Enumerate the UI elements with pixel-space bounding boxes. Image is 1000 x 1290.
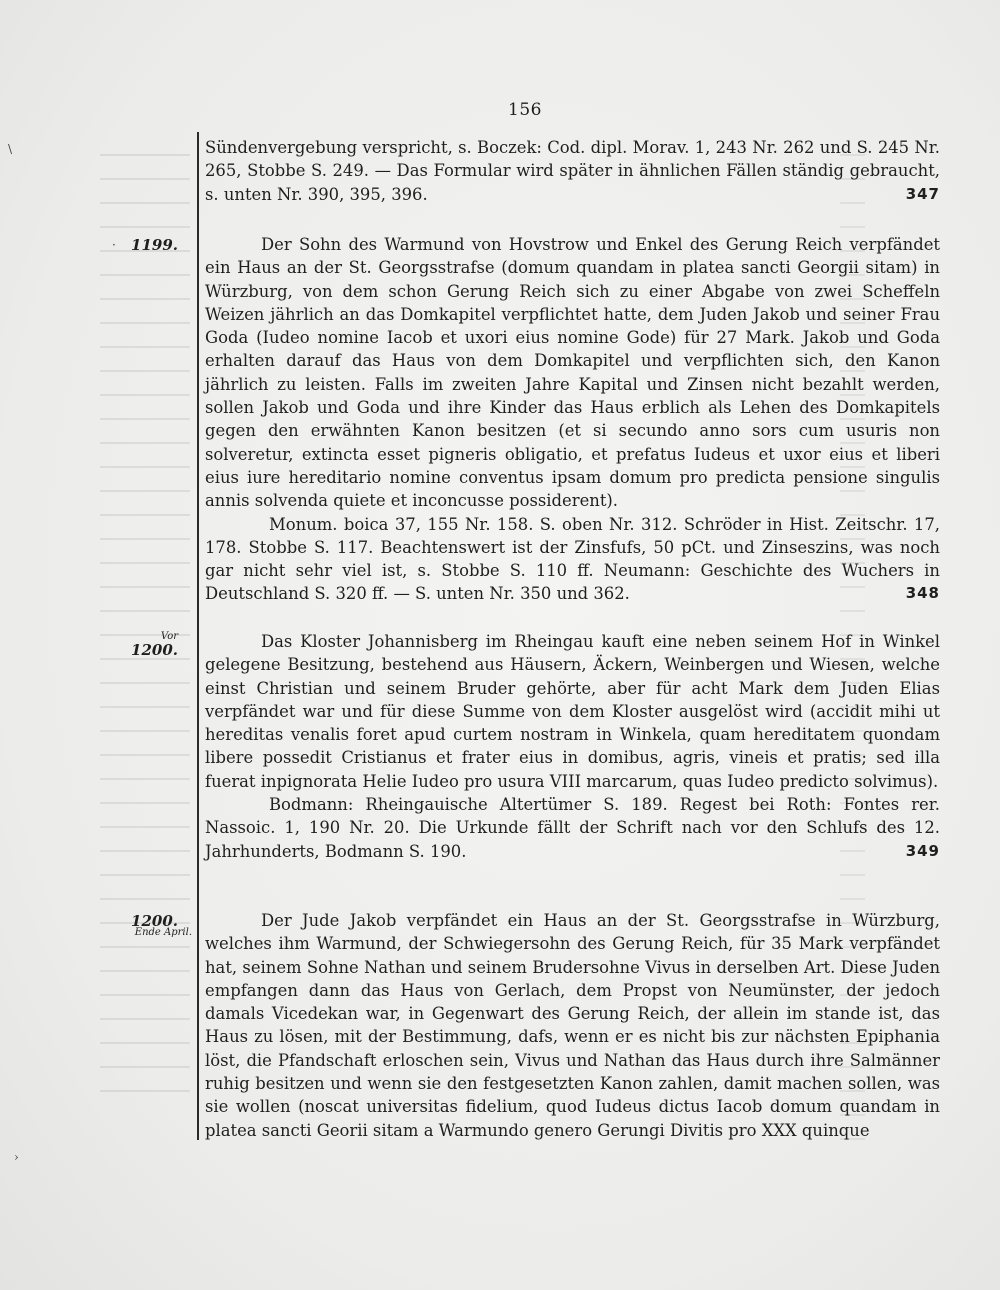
bleed-through-left (100, 140, 190, 1100)
margin-speck: \ (8, 142, 13, 156)
entry-347 (205, 136, 940, 206)
entry-347-text: Sündenvergebung verspricht, s. Boczek: Cod. dipl. Morav. 1, 243 Nr. 262 und S. 245 Nr. 265, Stobbe S. 249. — Das Formular wird später in ähnlichen Fällen ständig gebraucht, s. unten Nr. 390, 395, 396. (205, 138, 940, 204)
date-vor: Vor (160, 631, 178, 642)
date-1200: 1200. (131, 912, 178, 930)
date-1200-vor: 1200. (131, 641, 178, 659)
margin-speck: › (14, 1150, 19, 1164)
date-ende-april: Ende April. (134, 927, 192, 938)
entry-350 (205, 909, 940, 1142)
entry-number-347: 347 (905, 184, 940, 203)
page-number: 156 (508, 100, 542, 120)
entry-350-body: Der Jude Jakob verpfändet ein Haus an der St. Georgsstrafse in Würzburg, welches ihm Warmund, der Schwiegersohn des Gerung Reich, für 35 Mark verpfändet hat, seinem Sohne Nathan und seinem Brudersohne Vivus in derselben Art. Diese Juden empfangen dann das Haus von Gerlach, dem Propst von Neumünster, der jedoch damals Vicedekan war, in Gegenwart des Gerung Reich, der allein im stande ist, das Haus zu lösen, mit der Bestimmung, dafs, wenn er es nicht bis zur nächsten Epiphania löst, die Pfandschaft erloschen sein, Vivus und Nathan das Haus durch ihre Salmänner ruhig besitzen und wenn sie den festgesetzten Kanon zahlen, damit machen sollen, was sie wollen (noscat universitas fidelium, quod Iudeus dictus Iacob domum quandam in platea sancti Georii sitam a Warmundo genero Gerungi Divitis pro XXX quinque (205, 911, 940, 1140)
margin-speck: · (112, 238, 116, 252)
margin-rule (197, 132, 199, 1140)
entry-348-body: Der Sohn des Warmund von Hovstrow und Enkel des Gerung Reich verpfändet ein Haus an der St. Georgsstrafse (domum quandam in platea sancti Georgii sitam) in Würzburg, von dem schon Gerung Reich sich zu einer Abgabe von zwei Scheffeln Weizen jährlich an das Domkapitel verpflichtet hatte, dem Juden Jakob und seiner Frau Goda (Iudeo nomine Iacob et uxori eius nomine Gode) für 27 Mark. Jakob und Goda erhalten darauf das Haus von dem Domkapitel und verpflichten sich, den Kanon jährlich zu leisten. Falls im zweiten Jahre Kapital und Zinsen nicht bezahlt werden, sollen Jakob und Goda und ihre Kinder das Haus erblich als Lehen des Domkapitels gegen den erwähnten Kanon besitzen (et si secundo anno sors cum usuris non solveretur, extincta esset pigneris obligatio, et prefatus Iudeus et uxor eius et liberi eius iure hereditario nomine conventus ipsam domum pro predicta pensione singulis annis solvenda quiete et inconcusse possiderent). (205, 235, 940, 511)
entry-349-refs-text: Bodmann: Rheingauische Altertümer S. 189. Regest bei Roth: Fontes rer. Nassoic. 1, 190 Nr. 20. Die Urkunde fällt der Schrift nach vor den Schlufs des 12. Jahrhunderts, Bodmann S. 190. (205, 795, 940, 861)
entry-348 (205, 233, 940, 606)
entry-348-refs (205, 513, 940, 606)
date-1199: 1199. (131, 236, 178, 254)
entry-349-refs (205, 793, 940, 863)
entry-349-body: Das Kloster Johannisberg im Rheingau kauft eine neben seinem Hof in Winkel gelegene Besitzung, bestehend aus Häusern, Äckern, Weinbergen und Wiesen, welche einst Christian und seinem Bruder gehörte, aber für acht Mark dem Juden Elias verpfändet war und für diese Summe von dem Kloster ausgelöst wird (accidit mihi ut hereditas venalis foret apud curtem nostram in Winkela, quam hereditatem quondam libere possedit Cristianus et frater eius in domibus, agris, vineis et pratis; sed illa fuerat inpignorata Helie Iudeo pro usura VIII marcarum, quas Iudeo predicto solvimus). (205, 632, 940, 791)
entry-number-349: 349 (905, 841, 940, 860)
entry-347-body (205, 136, 940, 206)
entry-349 (205, 630, 940, 863)
entry-348-refs-text: Monum. boica 37, 155 Nr. 158. S. oben Nr. 312. Schröder in Hist. Zeitschr. 17, 178. Stobbe S. 117. Beachtenswert ist der Zinsfufs, 50 pCt. und Zinseszins, was noch gar nicht sehr viel ist, s. Stobbe S. 110 ff. Neumann: Geschichte des Wuchers in Deutschland S. 320 ff. — S. unten Nr. 350 und 362. (205, 514, 940, 604)
entry-number-348: 348 (905, 584, 940, 603)
